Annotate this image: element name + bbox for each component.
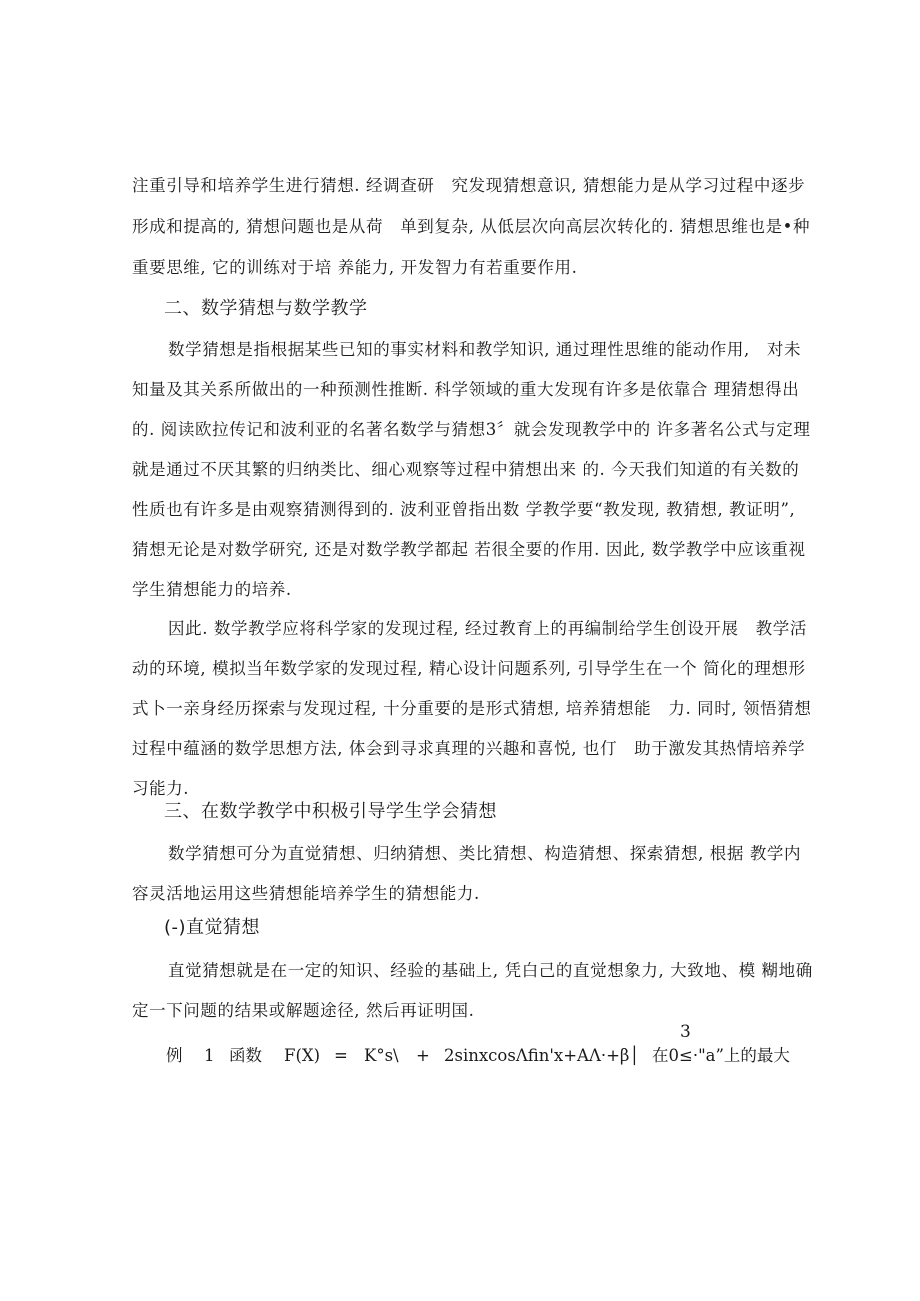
text-line: 式卜一亲身经历探索与发现过程, 十分重要的是形式猜想, 培养猜想能 力. 同时, 领悟猜想 <box>132 699 812 718</box>
text-line: 猜想无论是对数学研究, 还是对数学教学都起 若很全要的作用. 因此, 数学教学中应该重视 <box>132 540 806 559</box>
domain-text: 在0≤·"a”上的最大 <box>652 1046 790 1065</box>
subsection-one-heading: (-)直觉猜想 <box>164 917 261 938</box>
equals-sign: = <box>334 1046 348 1065</box>
text-line: 的. 阅读欧拉传记和波利亚的名著名数学与猜想3〞就会发现教学中的 许多著名公式与定理 <box>132 420 811 439</box>
text-line: 因此. 数学教学应将科学家的发现过程, 经过教育上的再编制给学生创设开展 教学活 <box>168 619 807 638</box>
exponent-three: 3 <box>680 1022 691 1042</box>
text-line: 形成和提高的, 猜想问题也是从荷 单到复杂, 从低层次向高层次转化的. 猜想思维也是•种 <box>132 217 811 236</box>
section-three-heading: 三、在数学教学中积极引导学生学会猜想 <box>164 801 497 822</box>
text-line: 过程中蕴涵的数学思想方法, 体会到寻求真理的兴趣和喜悦, 也仃 助于激发其热情培养学 <box>132 739 806 758</box>
text-line: 性质也有许多是由观察猜测得到的. 波利亚曾指出数 学教学要“教发现, 教猜想, 教证明”, <box>132 500 796 519</box>
section-two-heading: 二、数学猜想与数学教学 <box>164 298 368 319</box>
function-name: F(X) <box>284 1046 321 1065</box>
text-line: 容灵活地运用这些猜想能培养学生的猜想能力. <box>132 884 480 903</box>
text-line: 数学猜想是指根据某些已知的事实材料和教学知识, 通过理性思维的能动作用, 对未 <box>168 340 802 359</box>
text-line: 习能力. <box>132 779 190 798</box>
text-line: 注重引导和培养学生进行猜想. 经调查研 究发现猜想意识, 猜想能力是从学习过程中逐步 <box>132 176 806 195</box>
example-label: 例 <box>166 1046 183 1065</box>
text-line: 直觉猜想就是在一定的知识、经验的基础上, 凭白己的直觉想象力, 大致地、模 糊地确 <box>168 961 813 980</box>
text-line: 就是通过不厌其繁的归纳类比、细心观察等过程中猜想出来 的. 今天我们知道的有关数的 <box>132 460 800 479</box>
formula-term-two: 2sinxcosΛfin'x+AΛ·+β│ <box>444 1046 640 1065</box>
text-line: 重要思维, 它的训练对于培 养能力, 开发智力有若重要作用. <box>132 258 578 277</box>
formula-term-one: K°s\ <box>364 1046 399 1065</box>
text-line: 动的环境, 模拟当年数学家的发现过程, 精心设计问题系列, 引导学生在一个 简化的理想形 <box>132 659 806 678</box>
text-line: 数学猜想可分为直觉猜想、归纳猜想、类比猜想、构造猜想、探索猜想, 根据 教学内 <box>168 844 802 863</box>
plus-sign: + <box>416 1046 430 1065</box>
text-line: 学生猜想能力的培养. <box>132 580 292 599</box>
function-word: 函数 <box>229 1046 262 1065</box>
text-line: 定一下问题的结果或解题途径, 然后再证明国. <box>132 1001 475 1020</box>
example-number: 1 <box>204 1046 215 1065</box>
text-line: 知量及其关系所做出的一种预测性推断. 科学领域的重大发现有许多是依靠合 理猜想得出 <box>132 380 800 399</box>
example-one-line <box>0 1045 920 1067</box>
